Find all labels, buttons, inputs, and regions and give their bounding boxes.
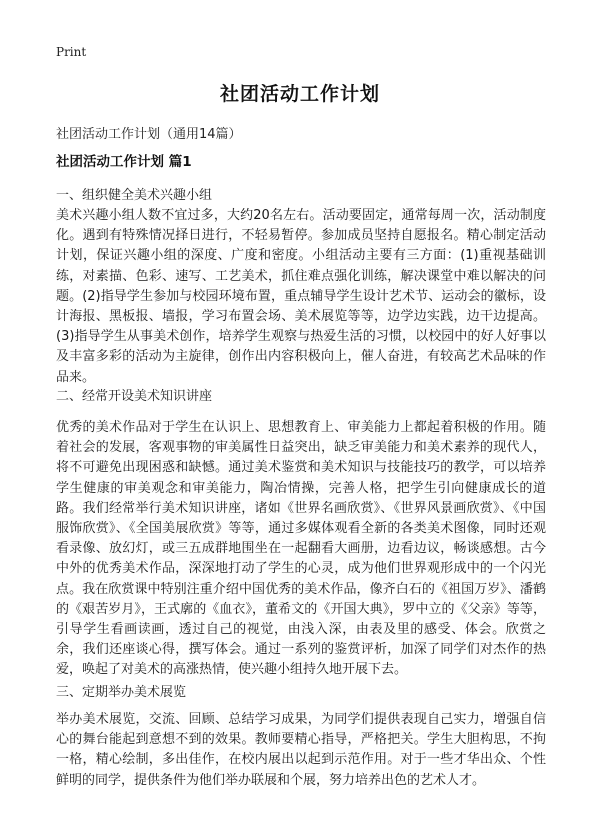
section-heading-3: 三、定期举办美术展览 <box>56 685 187 700</box>
section-paragraph-2: 优秀的美术作品对于学生在认识上、思想教育上、审美能力上都起着积极的作用。随着社会的发展，客观事物的审美属性日益突出，缺乏审美能力和美术素养的现代人，将不可避免出现困惑和缺憾。通过美术鉴赏和美术知识与技能技巧的教学，可以培养学生健康的审美观念和审美能力，陶冶情操，完善人格，把学生引向健康成长的道路。我们经常举行美术知识讲座，诸如《世界名画欣赏》、《世界风景画欣赏》、《中国服饰欣赏》、《全国美展欣赏》等等，通过多媒体观看全新的各类美术图像，同时还观看录像、放幻灯，或三五成群地围坐在一起翻看大画册，边看边议，畅谈感想。古今中外的优秀美术作品，深深地打动了学生的心灵，成为他们世界观形成中的一个闪光点。我在欣赏课中特别注重介绍中国优秀的美术作品，像齐白石的《祖国万岁》、潘鹤的《艰苦岁月》，王式廓的《血衣》，董希文的《开国大典》，罗中立的《父亲》等等，引导学生看画读画，透过自己的视觉，由浅入深，由表及里的感受、体会。欣赏之余，我们还座谈心得，撰写体会。通过一系列的鉴赏评析，加深了同学们对杰作的热爱，唤起了对美术的高涨热情，使兴趣小组持久地开展下去。 <box>56 420 546 678</box>
section-heading-1: 一、组织健全美术兴趣小组 <box>56 188 213 203</box>
page-title: 社团活动工作计划 <box>219 83 380 105</box>
section-heading-2: 二、经常开设美术知识讲座 <box>56 389 213 404</box>
section-title: 社团活动工作计划 篇1 <box>56 154 192 170</box>
document-subtitle: 社团活动工作计划（通用14篇） <box>56 127 242 142</box>
section-paragraph-1: 美术兴趣小组人数不宜过多，大约20名左右。活动要固定，通常每周一次，活动制度化。遇到有特殊情况择日进行，不轻易暂停。参加成员坚持自愿报名。精心制定活动计划，保证兴趣小组的深度、广度和密度。小组活动主要有三方面：(1)重视基础训练，对素描、色彩、速写、工艺美术，抓住难点强化训练，解决课堂中难以解决的问题。(2)指导学生参加与校园环境布置，重点辅导学生设计艺术节、运动会的徽标，设计海报、黑板报、墙报，学习布置会场、美术展览等等，边学边实践，边干边提高。(3)指导学生从事美术创作，培养学生观察与热爱生活的习惯，以校园中的好人好事以及丰富多彩的活动为主旋律，创作出内容积极向上，催人奋进，有较高艺术品味的作品来。 <box>56 208 546 385</box>
section-paragraph-3: 举办美术展览，交流、回顾、总结学习成果，为同学们提供表现自己实力，增强自信心的舞台能起到意想不到的效果。教师要精心指导，严格把关。学生大胆构思，不拘一格，精心绘制，多出佳作，在校内展出以起到示范作用。对于一些才华出众、个性鲜明的同学，提供条件为他们举办联展和个展，努力培养出色的艺术人才。 <box>56 712 546 788</box>
print-link[interactable]: Print <box>56 45 87 59</box>
